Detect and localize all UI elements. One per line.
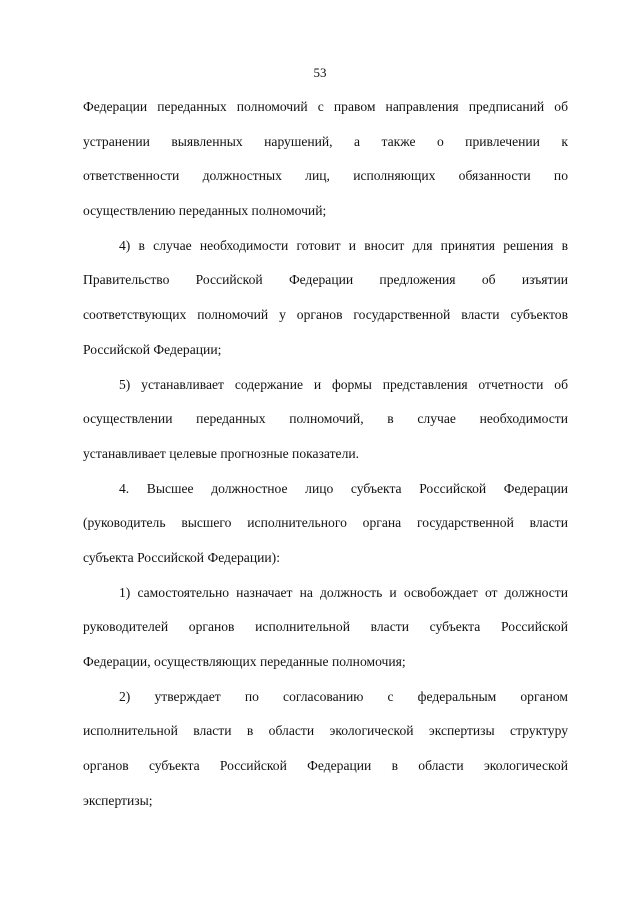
text-line: соответствующих полномочий у органов государственной власти субъектов	[83, 307, 568, 323]
text-line: Правительство Российской Федерации предложения об изъятии	[83, 272, 568, 288]
text-line: осуществлении переданных полномочий, в случае необходимости	[83, 411, 568, 427]
text-line: (руководитель высшего исполнительного органа государственной власти	[83, 515, 568, 531]
text-line: Федерации, осуществляющих переданные полномочия;	[83, 654, 406, 669]
text-line: Российской Федерации;	[83, 341, 222, 357]
page-number: 53	[313, 65, 327, 80]
paragraph-first-line: 4. Высшее должностное лицо субъекта Российской Федерации	[119, 480, 568, 496]
text-line: устранении выявленных нарушений, а также о привлечении к	[83, 133, 568, 149]
paragraph-first-line: 2) утверждает по согласованию с федеральным органом	[119, 688, 568, 704]
text-line: осуществлению переданных полномочий;	[83, 203, 327, 219]
text-line: экспертизы;	[83, 792, 153, 808]
paragraph-first-line: 5) устанавливает содержание и формы представления отчетности об	[119, 376, 568, 392]
text-line: исполнительной власти в области экологической экспертизы структуру	[83, 723, 568, 739]
paragraph-first-line: 1) самостоятельно назначает на должность и освобождает от должности	[119, 584, 568, 600]
text-line: органов субъекта Российской Федерации в области экологической	[83, 758, 568, 774]
text-line: руководителей органов исполнительной власти субъекта Российской	[83, 619, 568, 635]
text-line: ответственности должностных лиц, исполняющих обязанности по	[83, 168, 568, 184]
body-text	[83, 96, 568, 824]
text-line: субъекта Российской Федерации):	[83, 549, 280, 565]
paragraph-first-line: 4) в случае необходимости готовит и вносит для принятия решения в	[119, 237, 568, 253]
text-line: устанавливает целевые прогнозные показатели.	[83, 445, 360, 461]
text-line: Федерации переданных полномочий с правом направления предписаний об	[83, 99, 568, 114]
